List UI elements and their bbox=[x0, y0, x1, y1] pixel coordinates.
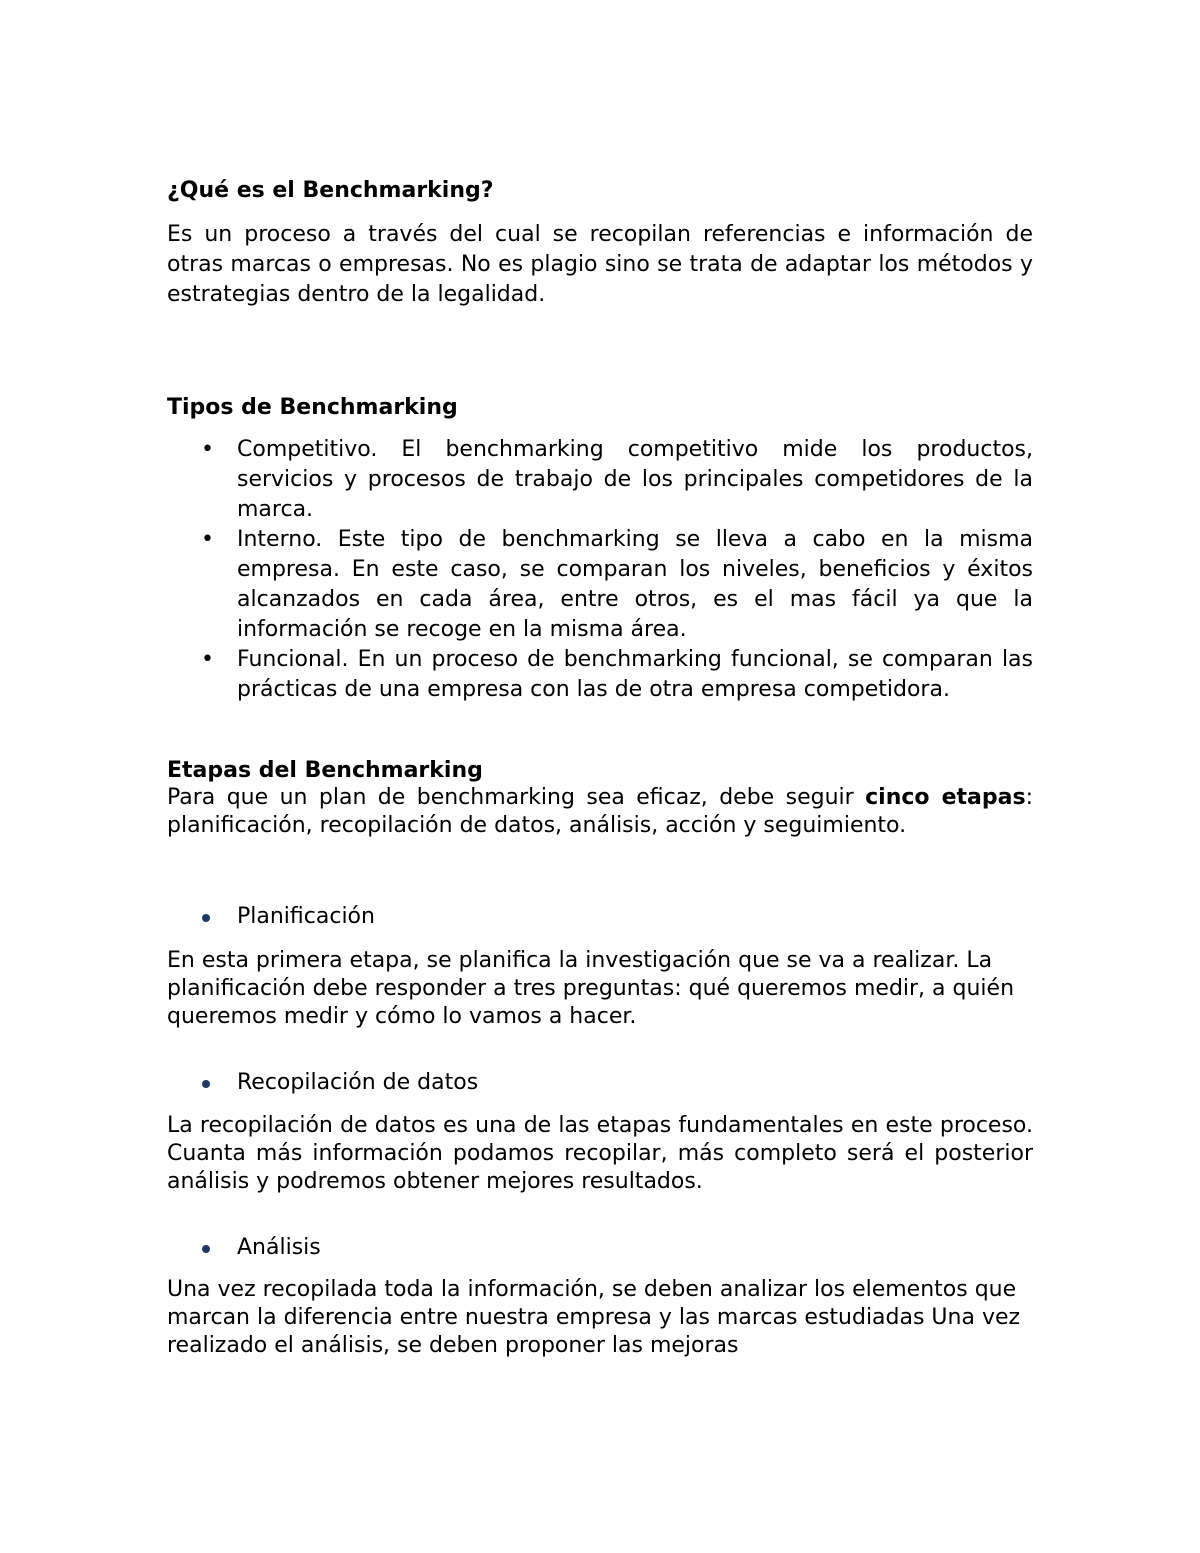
stages-intro-paragraph bbox=[167, 784, 1033, 840]
list-item bbox=[167, 525, 1033, 645]
stage-item-data-collection bbox=[167, 1068, 1033, 1098]
stage-analysis-paragraph: Una vez recopilada toda la información, se deben analizar los elementos que marcan la diferencia entre nuestra empresa y las marcas estudiadas Una vez realizado el análisis, se deben proponer las mejoras bbox=[167, 1277, 1021, 1358]
stages-intro-after: : planificación, recopilación de datos, análisis, acción y seguimiento. bbox=[167, 785, 1033, 838]
intro-title: ¿Qué es el Benchmarking? bbox=[167, 178, 494, 203]
stage-label: Recopilación de datos bbox=[237, 1070, 479, 1095]
stage-label: Planificación bbox=[237, 904, 375, 929]
stages-intro-bold: cinco etapas bbox=[865, 785, 1026, 810]
bullet-icon: • bbox=[201, 527, 214, 552]
list-item bbox=[167, 645, 1033, 705]
intro-paragraph: Es un proceso a través del cual se recopilan referencias e información de otras marcas o empresas. No es plagio sino se trata de adaptar los métodos y estrategias dentro de la legalidad. bbox=[167, 222, 1033, 307]
bullet-icon: • bbox=[201, 437, 214, 462]
stage-item-analysis bbox=[167, 1233, 1033, 1263]
type-internal-text: Interno. Este tipo de benchmarking se lleva a cabo en la misma empresa. En este caso, se comparan los niveles, beneficios y éxitos alcanzados en cada área, entre otros, es el mas fácil ya que la información se recoge en la misma área. bbox=[237, 527, 1033, 642]
list-item bbox=[167, 435, 1033, 525]
types-list bbox=[167, 435, 1033, 705]
stage-item-planning bbox=[167, 902, 1033, 932]
type-functional-text: Funcional. En un proceso de benchmarking funcional, se comparan las prácticas de una empresa con las de otra empresa competidora. bbox=[237, 647, 1033, 702]
bullet-dot-icon bbox=[202, 1080, 210, 1088]
bullet-icon: • bbox=[201, 647, 214, 672]
stages-title: Etapas del Benchmarking bbox=[167, 758, 483, 783]
bullet-dot-icon bbox=[202, 1245, 210, 1253]
type-competitive-text: Competitivo. El benchmarking competitivo mide los productos, servicios y procesos de trabajo de los principales competidores de la marca. bbox=[237, 437, 1033, 522]
bullet-dot-icon bbox=[202, 914, 210, 922]
stage-planning-paragraph: En esta primera etapa, se planifica la investigación que se va a realizar. La planificación debe responder a tres preguntas: qué queremos medir, a quién queremos medir y cómo lo vamos a hacer. bbox=[167, 948, 1015, 1029]
stages-intro-before: Para que un plan de benchmarking sea eficaz, debe seguir bbox=[167, 785, 866, 810]
stage-label: Análisis bbox=[237, 1235, 321, 1260]
types-title: Tipos de Benchmarking bbox=[167, 395, 458, 420]
stage-data-collection-paragraph: La recopilación de datos es una de las etapas fundamentales en este proceso. Cuanta más información podamos recopilar, más completo será el posterior análisis y podremos obtener mejores resultados. bbox=[167, 1113, 1033, 1194]
